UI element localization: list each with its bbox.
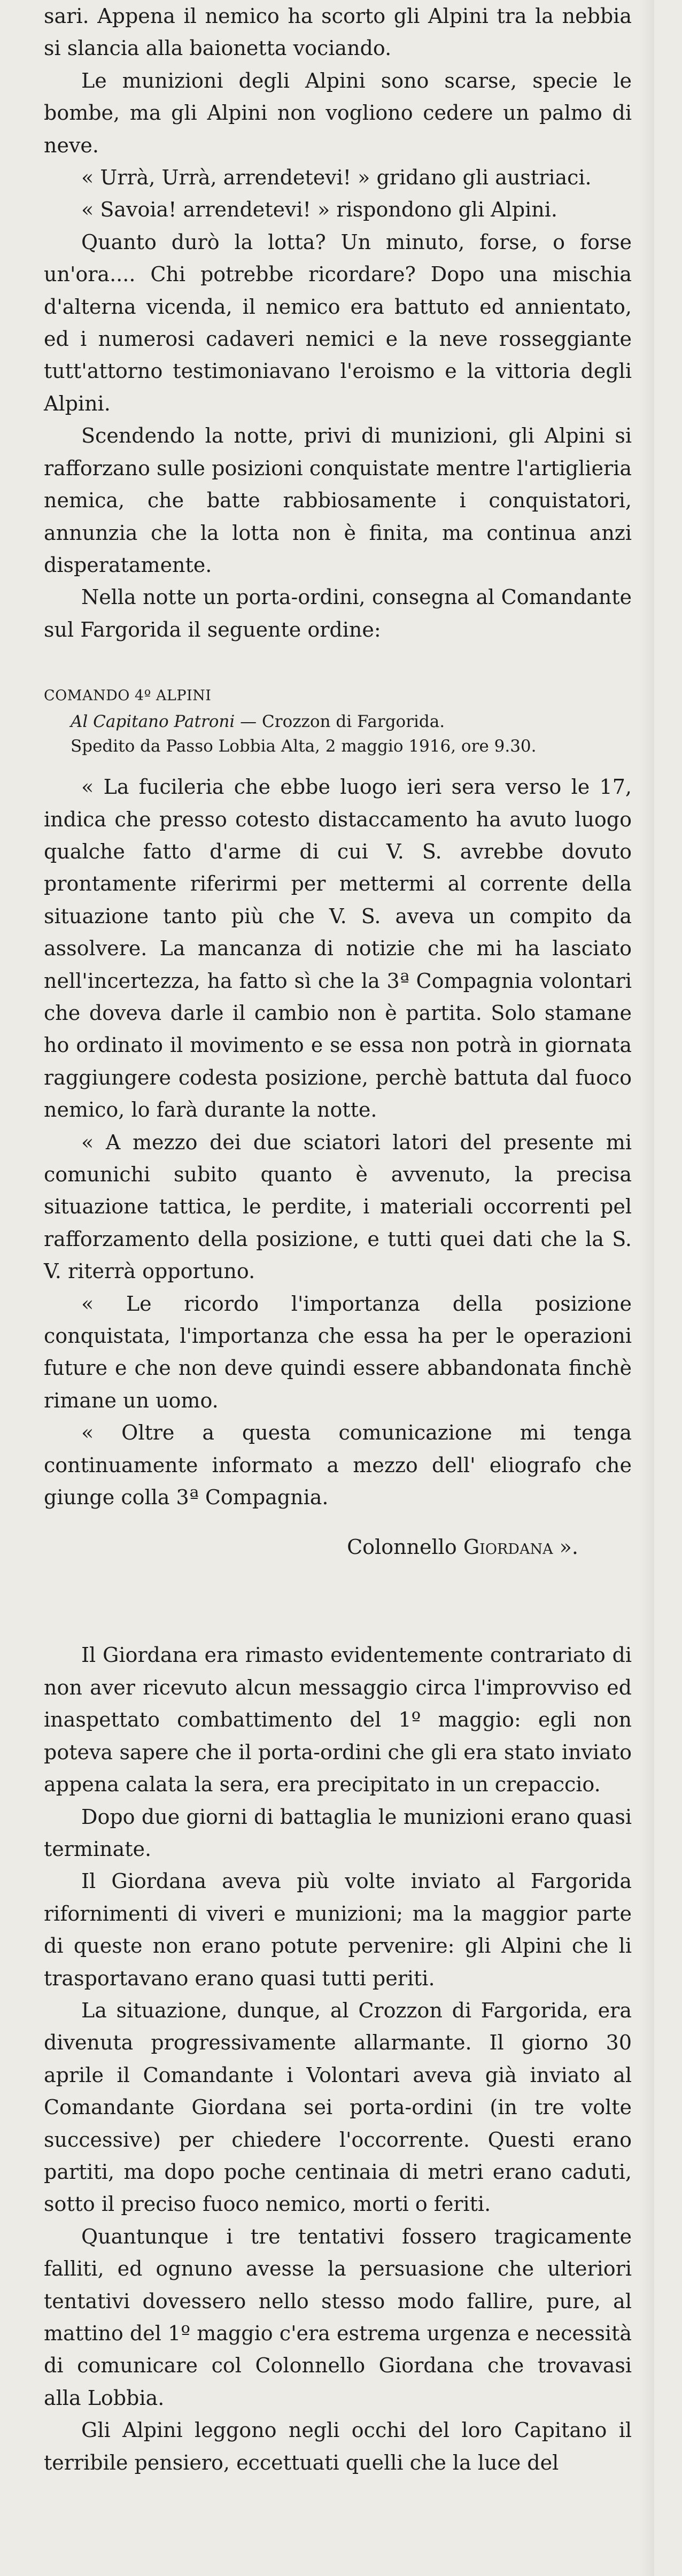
paragraph: Il Giordana era rimasto evidentemente contrariato di non aver ricevuto alcun messaggio circa l'improvviso ed inaspettato combattimento del 1º maggio: egli non poteva sapere che il porta-ordini che gli era stato inviato appena calata la sera, era precipitato in un crepaccio. xyxy=(44,1643,632,1797)
text-column xyxy=(44,0,632,2479)
paragraph: « Savoia! arrendetevi! » rispondono gli Alpini. xyxy=(81,198,557,222)
letter-dispatch-line: Spedito da Passo Lobbia Alta, 2 maggio 1916, ore 9.30. xyxy=(71,737,537,756)
paragraph: Quanto durò la lotta? Un minuto, forse, o forse un'ora.... Chi potrebbe ricordare? Dopo una mischia d'alterna vicenda, il nemico era battuto ed annientato, ed i numerosi cadaveri nemici e la neve rosseggiante tutt'attorno testimoniavano l'eroismo e la vittoria degli Alpini. xyxy=(44,230,632,415)
paragraph: Il Giordana aveva più volte inviato al Fargorida rifornimenti di viveri e munizioni; ma la maggior parte di queste non erano potute pervenire: gli Alpini che li trasportavano erano quasi tutti periti. xyxy=(44,1869,632,1990)
letter-paragraph: « A mezzo dei due sciatori latori del presente mi comunichi subito quanto è avvenuto, la precisa situazione tattica, le perdite, i materiali occorrenti pel rafforzamento della posizione, e tutti quei dati che la S. V. riterrà opportuno. xyxy=(44,1130,632,1283)
letter-command-heading: COMANDO 4º ALPINI xyxy=(44,687,212,705)
signature-name: Giordana xyxy=(463,1535,553,1559)
addressee-location: — Crozzon di Fargorida. xyxy=(240,712,445,732)
paragraph-continued: sari. Appena il nemico ha scorto gli Alpini tra la nebbia si slancia alla baionetta vociando. xyxy=(44,4,632,60)
paragraph-truncated: Gli Alpini leggono negli occhi del loro Capitano il terribile pensiero, eccettuati quelli che la luce del xyxy=(44,2418,632,2474)
letter-signature xyxy=(44,1531,632,1563)
paragraph: Quantunque i tre tentativi fossero tragicamente falliti, ed ognuno avesse la persuasione che ulteriori tentativi dovessero nello stesso modo fallire, pure, al mattino del 1º maggio c'era estrema urgenza e necessità di comunicare col Colonnello Giordana che trovavasi alla Lobbia. xyxy=(44,2224,632,2410)
letter-paragraph: « Oltre a questa comunicazione mi tenga continuamente informato a mezzo dell' eliografo che giunge colla 3ª Compagnia. xyxy=(44,1421,632,1510)
paragraph: Dopo due giorni di battaglia le munizioni erano quasi terminate. xyxy=(44,1805,632,1861)
order-letter xyxy=(44,683,632,1563)
paragraph: Scendendo la notte, privi di munizioni, gli Alpini si rafforzano sulle posizioni conquistate mentre l'artiglieria nemica, che batte rabbiosamente i conquistatori, annunzia che la lotta non è finita, ma continua anzi disperatamente. xyxy=(44,424,632,577)
paragraph: La situazione, dunque, al Crozzon di Fargorida, era divenuta progressivamente allarmante. Il giorno 30 aprile il Comandante i Volontari aveva già inviato al Comandante Giordana sei porta-ordini (in tre volte successive) per chiedere l'occorrente. Questi erano partiti, ma dopo poche centinaia di metri erano caduti, sotto il preciso fuoco nemico, morti o feriti. xyxy=(44,1998,632,2216)
paragraph: Le munizioni degli Alpini sono scarse, specie le bombe, ma gli Alpini non vogliono cedere un palmo di neve. xyxy=(44,68,632,157)
paragraph: Nella notte un porta-ordini, consegna al Comandante sul Fargorida il seguente ordine: xyxy=(44,585,632,641)
letter-paragraph: « La fucileria che ebbe luogo ieri sera verso le 17, indica che presso cotesto distaccamento ha avuto luogo qualche fatto d'arme di cui V. S. avrebbe dovuto prontamente riferirmi per mettermi al corrente della situazione tanto più che V. S. aveva un compito da assolvere. La mancanza di notizie che mi ha lasciato nell'incertezza, ha fatto sì che la 3ª Compagnia volontari che doveva darle il cambio non è partita. Solo stamane ho ordinato il movimento e se essa non potrà in giornata raggiungere codesta posizione, perchè battuta dal fuoco nemico, lo farà durante la notte. xyxy=(44,775,632,1122)
letter-paragraph: « Le ricordo l'importanza della posizione conquistata, l'importanza che essa ha per le operazioni future e che non deve quindi essere abbandonata finchè rimane un uomo. xyxy=(44,1291,632,1412)
signature-close: ». xyxy=(553,1535,578,1559)
letter-addressee xyxy=(44,709,632,734)
paragraph: « Urrà, Urrà, arrendetevi! » gridano gli austriaci. xyxy=(81,166,592,190)
signature-rank: Colonnello xyxy=(347,1535,457,1559)
addressee-name: Al Capitano Patroni xyxy=(71,712,235,732)
